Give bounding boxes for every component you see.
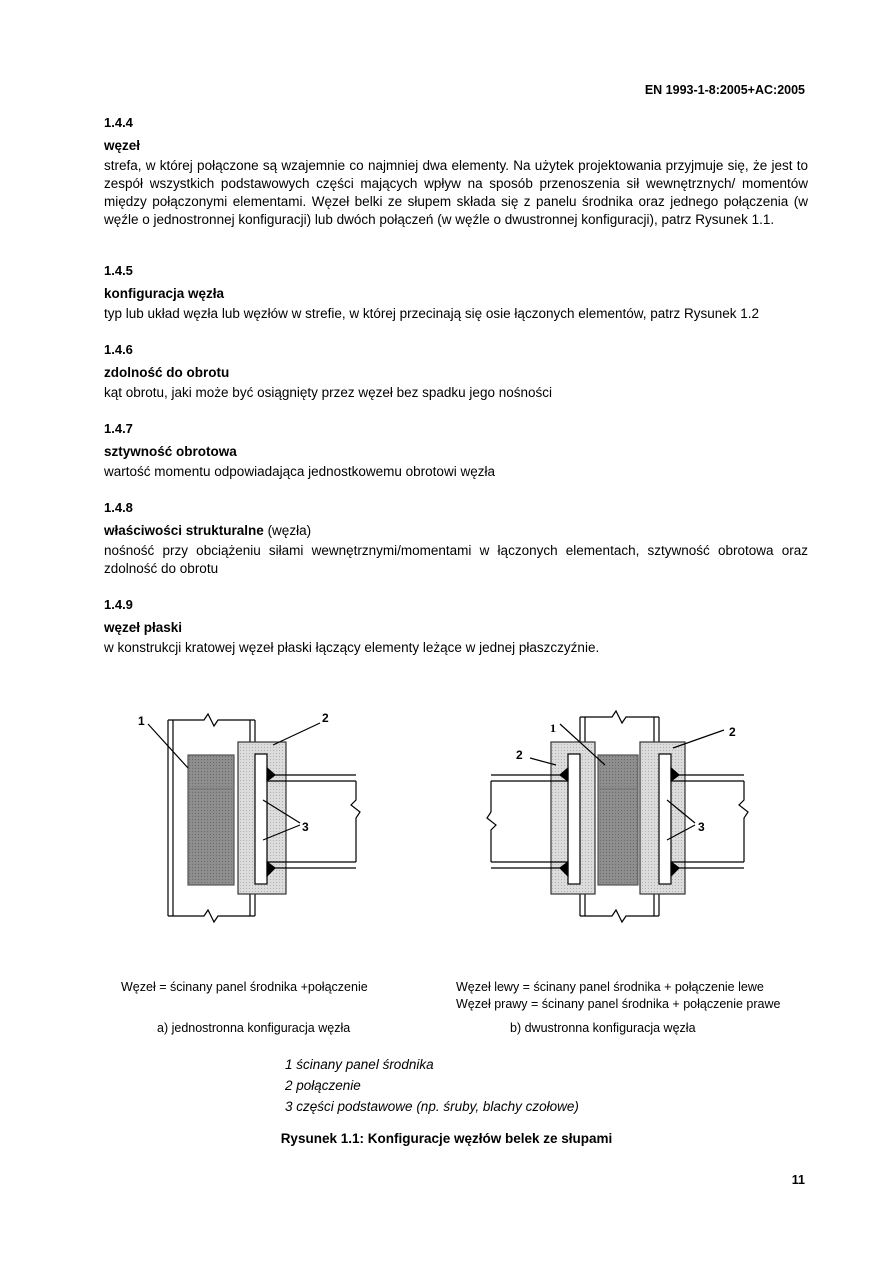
label-1-left: 1 bbox=[138, 714, 145, 728]
document-header: EN 1993-1-8:2005+AC:2005 bbox=[644, 83, 805, 97]
section-term: węzeł płaski bbox=[104, 620, 183, 635]
label-3-right: 3 bbox=[698, 820, 705, 834]
caption-a-equation: Węzeł = ścinany panel środnika +połączenie bbox=[121, 980, 368, 994]
figure-title: Rysunek 1.1: Konfiguracje węzłów belek ze słupami bbox=[280, 1131, 613, 1146]
section-definition: kąt obrotu, jaki może być osiągnięty przez węzeł bez spadku jego nośności bbox=[104, 385, 552, 400]
section-term: sztywność obrotowa bbox=[104, 444, 237, 459]
label-3-left: 3 bbox=[302, 820, 309, 834]
caption-b: b) dwustronna konfiguracja węzła bbox=[510, 1021, 696, 1035]
section-1-4-7 bbox=[104, 421, 808, 481]
label-2-right-left: 2 bbox=[516, 748, 523, 762]
section-term: właściwości strukturalne (węzła) bbox=[104, 523, 312, 538]
legend-item: 1 ścinany panel środnika bbox=[285, 1057, 434, 1072]
section-definition: strefa, w której połączone są wzajemnie co najmniej dwa elementy. Na użytek projektowania przyjmuje się, że jest to zespół wszystkich podstawowych części mających wpływ na sposób przenoszenia sił wewnętrznych/ momentów między połączonymi elementami. Węzeł belki ze słupem składa się z panelu środnika oraz jednego połączenia (w węźle o jednostronnej konfiguracji) lub dwóch połączeń (w węźle o dwustronnej konfiguracji), patrz Rysunek 1.1. bbox=[104, 158, 808, 227]
label-1-right: 1 bbox=[550, 721, 556, 735]
section-number: 1.4.8 bbox=[104, 500, 133, 515]
double-sided-joint-drawing bbox=[487, 711, 748, 922]
section-number: 1.4.7 bbox=[104, 421, 133, 436]
legend-item: 2 połączenie bbox=[285, 1078, 361, 1093]
section-number: 1.4.9 bbox=[104, 597, 133, 612]
figure-legend bbox=[285, 1054, 579, 1117]
section-number: 1.4.4 bbox=[104, 115, 133, 130]
section-definition: typ lub układ węzła lub węzłów w strefie, w której przecinają się osie łączonych elementów, patrz Rysunek 1.2 bbox=[104, 306, 760, 321]
caption-a: a) jednostronna konfiguracja węzła bbox=[157, 1021, 351, 1035]
single-sided-joint-drawing bbox=[148, 714, 360, 922]
page-number: 11 bbox=[791, 1173, 805, 1187]
section-1-4-6 bbox=[104, 342, 808, 402]
joint-configuration-figure bbox=[0, 700, 893, 940]
section-term: konfiguracja węzła bbox=[104, 286, 225, 301]
section-definition: nośność przy obciążeniu siłami wewnętrznymi/momentami w łączonych elementach, sztywność obrotowa oraz zdolność do obrotu bbox=[104, 543, 808, 576]
section-1-4-8 bbox=[104, 500, 808, 578]
label-2-left: 2 bbox=[322, 711, 329, 725]
caption-b-equation-right: Węzeł prawy = ścinany panel środnika + połączenie prawe bbox=[456, 997, 781, 1011]
section-definition: w konstrukcji kratowej węzeł płaski łączący elementy leżące w jednej płaszczyźnie. bbox=[104, 640, 600, 655]
section-1-4-9 bbox=[104, 597, 808, 657]
section-1-4-5 bbox=[104, 263, 808, 323]
section-1-4-4 bbox=[104, 115, 808, 229]
section-definition: wartość momentu odpowiadająca jednostkowemu obrotowi węzła bbox=[104, 464, 495, 479]
section-term: węzeł bbox=[104, 138, 141, 153]
label-2-right: 2 bbox=[729, 725, 736, 739]
section-number: 1.4.6 bbox=[104, 342, 133, 357]
section-term: zdolność do obrotu bbox=[104, 365, 230, 380]
section-number: 1.4.5 bbox=[104, 263, 133, 278]
legend-item: 3 części podstawowe (np. śruby, blachy czołowe) bbox=[285, 1099, 579, 1114]
caption-b-equation-left: Węzeł lewy = ścinany panel środnika + połączenie lewe bbox=[456, 980, 764, 994]
